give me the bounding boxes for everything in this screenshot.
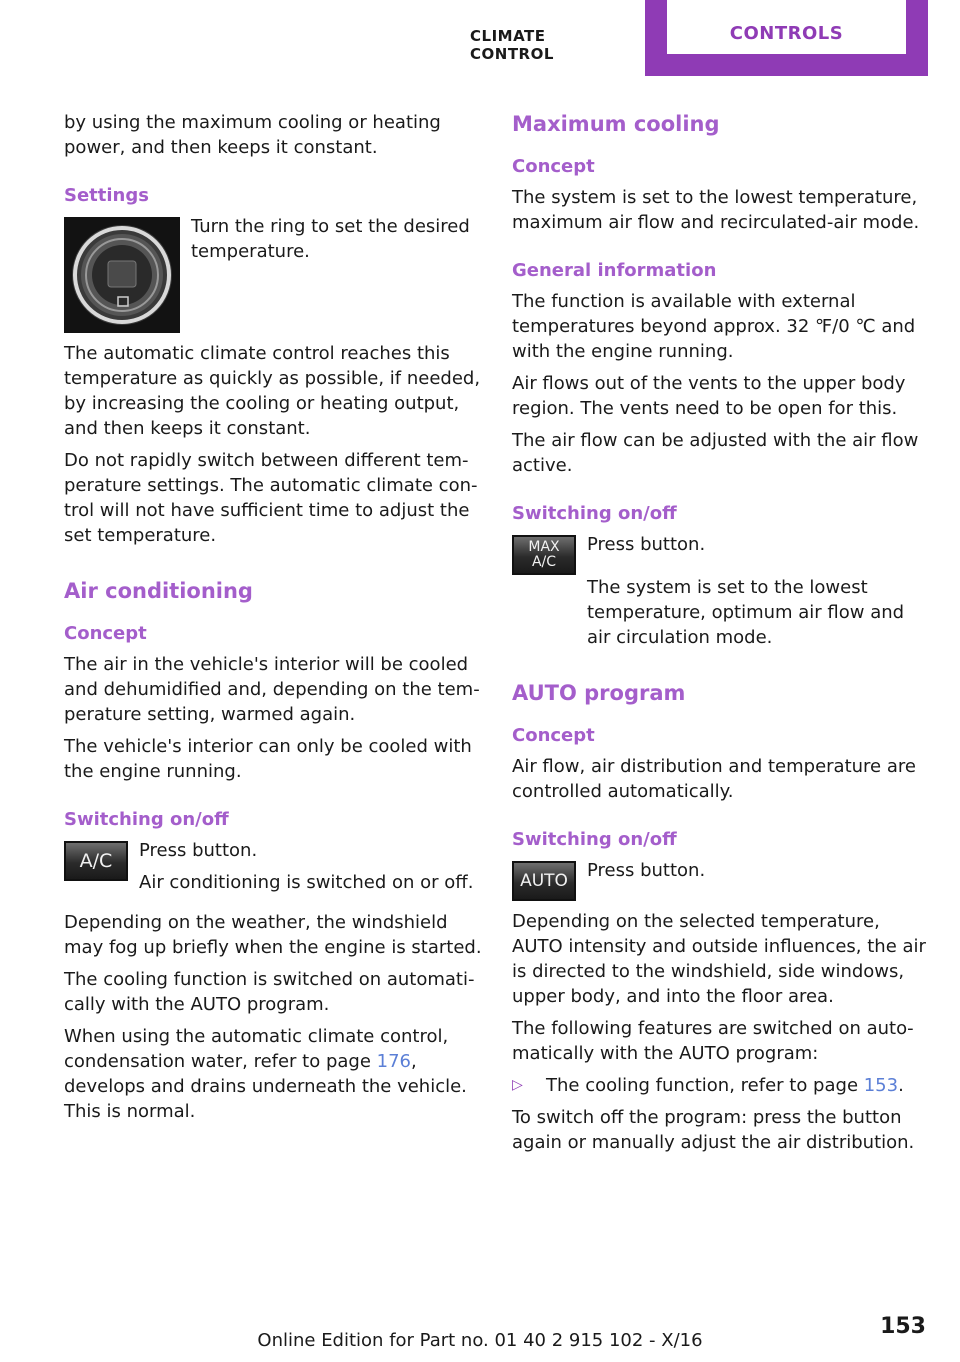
max-general-paragraph-3: The air flow can be adjusted with the air flow active. xyxy=(512,430,919,476)
page-153-link[interactable]: 153 xyxy=(863,1075,899,1096)
max-button-row xyxy=(512,532,930,575)
ac-button-image: A/C xyxy=(64,841,128,881)
auto-switch-paragraph-1: Press button. xyxy=(587,860,706,881)
ac-paragraph-5 xyxy=(64,1024,484,1124)
right-column xyxy=(512,110,930,1162)
triangle-bullet-icon: ▷ xyxy=(512,1077,523,1093)
settings-figure-row xyxy=(64,214,484,333)
auto-concept-paragraph: Air flow, air distribution and temperature are controlled automatically. xyxy=(512,756,916,802)
temperature-ring-photo xyxy=(64,217,180,333)
max-switch-heading: Switching on/off xyxy=(512,503,677,524)
ac-p5-text-before: When using the automatic climate control, condensation water, refer to page xyxy=(64,1026,449,1072)
ac-concept-heading: Concept xyxy=(64,623,147,644)
auto-button-row xyxy=(512,858,930,901)
auto-concept-heading: Concept xyxy=(512,725,595,746)
ac-concept-paragraph-1: The air in the vehicle's interior will be cooled and dehumidified and, depending on the temperature setting, warmed again. xyxy=(64,654,480,725)
ac-switch-heading: Switching on/off xyxy=(64,809,229,830)
auto-bullet-text-before: The cooling function, refer to page xyxy=(546,1075,864,1096)
page-number: 153 xyxy=(880,1314,926,1339)
max-general-paragraph-2: Air flows out of the vents to the upper body region. The vents need to be open for this. xyxy=(512,373,906,419)
max-general-heading: General information xyxy=(512,260,717,281)
max-switch-paragraph-2: The system is set to the lowest temperature, optimum air flow and air circulation mode. xyxy=(587,577,905,648)
page-header xyxy=(0,0,960,76)
page-176-link[interactable]: 176 xyxy=(376,1051,412,1072)
header-chapter-tab xyxy=(645,0,928,76)
settings-caption: Turn the ring to set the desired temperature. xyxy=(191,216,470,262)
ac-paragraph-4: The cooling function is switched on automatically with the AUTO program. xyxy=(64,969,475,1015)
auto-program-heading: AUTO program xyxy=(512,681,686,705)
max-general-paragraph-1: The function is available with external temperatures beyond approx. 32 ℉/0 ℃ and with the engine running. xyxy=(512,291,916,362)
settings-paragraph-2: Do not rapidly switch between different temperature settings. The automatic climate control will not have sufficient time to adjust the set temperature. xyxy=(64,450,478,546)
header-section-title: CLIMATE CONTROL xyxy=(470,27,554,63)
auto-switch-heading: Switching on/off xyxy=(512,829,677,850)
auto-bullet-item xyxy=(512,1073,930,1098)
settings-heading: Settings xyxy=(64,185,149,206)
ac-concept-paragraph-2: The vehicle's interior can only be cooled with the engine running. xyxy=(64,736,472,782)
max-concept-paragraph: The system is set to the lowest temperature, maximum air flow and recirculated-air mode. xyxy=(512,187,920,233)
header-chapter-title: CONTROLS xyxy=(667,0,906,54)
max-ac-button-line-1: MAX xyxy=(528,539,560,555)
max-switch-paragraph-1: Press button. xyxy=(587,534,706,555)
air-conditioning-heading: Air conditioning xyxy=(64,579,253,603)
auto-button-image: AUTO xyxy=(512,861,576,901)
left-column xyxy=(64,110,484,1131)
intro-paragraph: by using the maximum cooling or heating power, and then keeps it constant. xyxy=(64,112,441,158)
max-concept-heading: Concept xyxy=(512,156,595,177)
auto-paragraph-4: To switch off the program: press the button again or manually adjust the air distribution. xyxy=(512,1107,915,1153)
max-ac-button-line-2: A/C xyxy=(531,554,557,570)
temperature-ring-icon xyxy=(64,217,180,333)
footer-edition: Online Edition for Part no. 01 40 2 915 102 - X/16 xyxy=(257,1330,703,1351)
ac-switch-paragraph-2: Air conditioning is switched on or off. xyxy=(139,872,474,893)
maximum-cooling-heading: Maximum cooling xyxy=(512,112,720,136)
ac-button-row xyxy=(64,838,484,902)
auto-paragraph-2: Depending on the selected temperature, AUTO intensity and outside influences, the air is directed to the windshield, side windows, upper body, and into the floor area. xyxy=(512,911,926,1007)
max-ac-button-image xyxy=(512,535,576,575)
ac-paragraph-3: Depending on the weather, the windshield may fog up briefly when the engine is started. xyxy=(64,912,482,958)
ac-switch-paragraph-1: Press button. xyxy=(139,840,258,861)
settings-paragraph-1: The automatic climate control reaches this temperature as quickly as possible, if needed, by increasing the cooling or heating output, and then keeps it constant. xyxy=(64,343,481,439)
auto-bullet-text-after: . xyxy=(898,1075,904,1096)
ac-p5-text-after: , develops and drains underneath the vehicle. This is normal. xyxy=(64,1051,467,1122)
auto-paragraph-3: The following features are switched on automatically with the AUTO program: xyxy=(512,1018,914,1064)
